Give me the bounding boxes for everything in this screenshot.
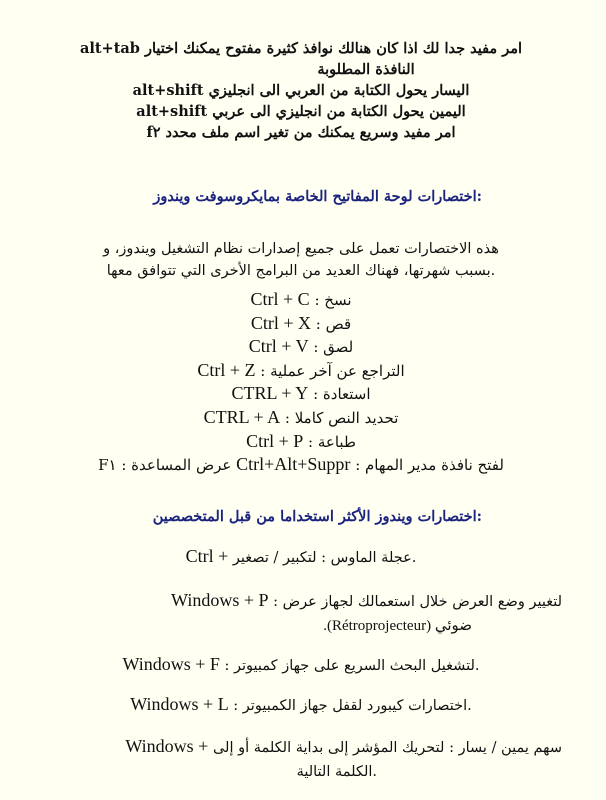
shortcut-extra: عرض المساعدة : F١ [98,456,232,475]
shortcut-label: تحديد النص كاملا : [284,408,399,427]
intro-line: اليمين يحول الكتابة من انجليزي الى عربي alt+shift [136,103,466,120]
shortcut-keys: CTRL + A [203,406,281,427]
item-keys: Ctrl + [185,546,229,566]
shortcut-label: التراجع عن آخر عملية : [260,361,405,380]
shortcut-keys: Ctrl+Alt+Suppr [236,454,351,475]
shortcut-label: نسخ : [314,291,352,309]
shortcut-item [40,430,562,454]
shortcut-label: قص : [315,314,352,333]
item-text: لتغيير وضع العرض خلال استعمالك لجهاز عرض : [273,594,562,610]
section-heading: :اختصارات ويندوز الأكثر استخداما من قبل المتخصصين [152,508,482,525]
shortcut-keys: Ctrl + C [250,289,310,309]
shortcut-list [40,288,562,477]
item-continuation: ضوئي (Rétroprojecteur). [323,618,472,634]
item-text: .لتشغيل البحث السريع على جهاز كمبيوتر : [224,658,480,674]
pro-shortcut-item [40,544,562,570]
intro-line: امر مفيد جدا لك اذا كان هنالك نوافذ كثيرة مفتوح يمكنك اختيار alt+tab [79,40,523,57]
item-continuation: .الكلمة التالية [296,764,377,780]
shortcut-label: لفتح نافذة مدير المهام : [355,456,504,475]
intro-line: امر مفيد وسريع يمكنك من تغير اسم ملف محدد f٢ [146,124,456,141]
shortcut-item [40,359,562,383]
intro-block [40,38,562,143]
shortcut-item [40,335,562,359]
section-paragraph [40,238,562,282]
paragraph-line: .بسبب شهرتها، فهناك العديد من البرامج الأخرى التي تتوافق معها [106,263,496,279]
pro-shortcut-item [40,652,562,678]
shortcut-keys: Ctrl + P [246,430,304,451]
pro-shortcut-item [40,734,562,784]
shortcut-keys: Ctrl + V [248,336,309,357]
intro-line: النافذة المطلوبة [317,61,415,78]
shortcut-item [40,453,562,477]
shortcut-keys: Ctrl + Z [197,359,256,380]
pro-shortcut-item [40,692,562,718]
shortcut-label: طباعة : [308,432,356,451]
item-keys: Windows + L [130,694,229,714]
shortcut-label: استعادة : [313,385,371,404]
paragraph-line: هذه الاختصارات تعمل على جميع إصدارات نظام التشغيل ويندوز، و [103,241,499,257]
shortcut-item [40,312,562,336]
shortcut-item [40,382,562,406]
item-text: .عجلة الماوس : لتكبير / تصغير [232,550,417,566]
pro-shortcut-item [40,588,562,638]
shortcut-item [40,288,562,312]
shortcut-keys: CTRL + Y [231,383,309,404]
item-keys: Windows + P [171,590,269,610]
item-text: .اختصارات كيبورد لقفل جهاز الكمبيوتر : [233,698,472,714]
item-keys: Windows + F [122,654,220,674]
item-text: سهم يمين / يسار : لتحريك المؤشر إلى بداية الكلمة أو إلى [212,740,562,756]
section-heading: :اختصارات لوحة المفاتيح الخاصة بمايكروسوفت ويندوز [153,188,482,205]
shortcut-item [40,406,562,430]
shortcut-keys: Ctrl + X [250,312,311,333]
shortcut-label: لصق : [313,338,354,357]
item-keys: Windows + [125,736,209,756]
intro-line: اليسار يحول الكتابة من العربي الى انجليزي alt+shift [132,82,470,99]
